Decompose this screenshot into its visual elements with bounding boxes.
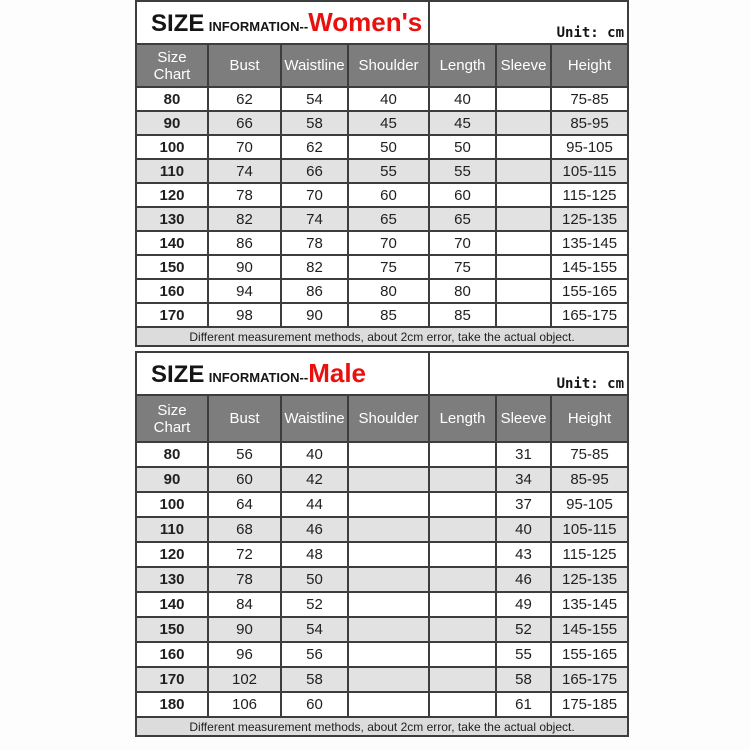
size-cell: 160 [136, 642, 208, 667]
sleeve-cell: 61 [496, 692, 551, 717]
sleeve-cell [496, 87, 551, 111]
height-cell: 95-105 [551, 492, 628, 517]
length-cell: 70 [429, 231, 496, 255]
table-row [136, 517, 628, 542]
waistline-cell: 54 [281, 617, 348, 642]
unit-label: Unit: cm [429, 352, 628, 395]
height-cell: 145-155 [551, 255, 628, 279]
height-cell: 175-185 [551, 692, 628, 717]
sleeve-cell [496, 135, 551, 159]
sleeve-cell: 58 [496, 667, 551, 692]
size-cell: 160 [136, 279, 208, 303]
shoulder-cell [348, 442, 429, 467]
womens-header-row [136, 44, 628, 87]
sleeve-cell: 37 [496, 492, 551, 517]
bust-cell: 82 [208, 207, 281, 231]
sleeve-cell: 55 [496, 642, 551, 667]
shoulder-cell [348, 567, 429, 592]
shoulder-cell [348, 492, 429, 517]
size-cell: 140 [136, 592, 208, 617]
measurement-note: Different measurement methods, about 2cm error, take the actual object. [136, 717, 628, 736]
womens-size-table [135, 0, 629, 347]
bust-cell: 66 [208, 111, 281, 135]
height-cell: 105-115 [551, 159, 628, 183]
size-cell: 150 [136, 255, 208, 279]
table-row [136, 567, 628, 592]
shoulder-cell: 45 [348, 111, 429, 135]
size-cell: 120 [136, 183, 208, 207]
sleeve-cell [496, 279, 551, 303]
table-row [136, 87, 628, 111]
length-cell [429, 542, 496, 567]
waistline-cell: 60 [281, 692, 348, 717]
bust-cell: 106 [208, 692, 281, 717]
shoulder-cell [348, 542, 429, 567]
table-row [136, 467, 628, 492]
table-row [136, 667, 628, 692]
table-row [136, 279, 628, 303]
header-length: Length [429, 395, 496, 442]
size-cell: 80 [136, 442, 208, 467]
shoulder-cell [348, 642, 429, 667]
length-cell [429, 467, 496, 492]
height-cell: 105-115 [551, 517, 628, 542]
male-note-row [136, 717, 628, 736]
shoulder-cell [348, 667, 429, 692]
size-cell: 170 [136, 303, 208, 327]
header-waistline: Waistline [281, 395, 348, 442]
height-cell: 125-135 [551, 567, 628, 592]
bust-cell: 98 [208, 303, 281, 327]
table-row [136, 642, 628, 667]
title-size-label: SIZE [151, 10, 205, 37]
header-bust: Bust [208, 395, 281, 442]
table-row [136, 255, 628, 279]
length-cell: 60 [429, 183, 496, 207]
shoulder-cell: 40 [348, 87, 429, 111]
header-waistline: Waistline [281, 44, 348, 87]
height-cell: 145-155 [551, 617, 628, 642]
shoulder-cell: 60 [348, 183, 429, 207]
waistline-cell: 66 [281, 159, 348, 183]
header-height: Height [551, 44, 628, 87]
bust-cell: 90 [208, 617, 281, 642]
sleeve-cell: 52 [496, 617, 551, 642]
waistline-cell: 46 [281, 517, 348, 542]
size-cell: 130 [136, 207, 208, 231]
header-length: Length [429, 44, 496, 87]
size-cell: 170 [136, 667, 208, 692]
length-cell [429, 617, 496, 642]
size-cell: 80 [136, 87, 208, 111]
bust-cell: 56 [208, 442, 281, 467]
length-cell [429, 642, 496, 667]
male-title-row [136, 352, 628, 395]
waistline-cell: 52 [281, 592, 348, 617]
bust-cell: 84 [208, 592, 281, 617]
shoulder-cell [348, 692, 429, 717]
shoulder-cell [348, 592, 429, 617]
height-cell: 135-145 [551, 231, 628, 255]
sleeve-cell [496, 159, 551, 183]
height-cell: 75-85 [551, 442, 628, 467]
sleeve-cell [496, 231, 551, 255]
height-cell: 125-135 [551, 207, 628, 231]
sleeve-cell: 40 [496, 517, 551, 542]
waistline-cell: 58 [281, 111, 348, 135]
waistline-cell: 78 [281, 231, 348, 255]
size-cell: 150 [136, 617, 208, 642]
height-cell: 165-175 [551, 667, 628, 692]
waistline-cell: 82 [281, 255, 348, 279]
waistline-cell: 86 [281, 279, 348, 303]
shoulder-cell [348, 617, 429, 642]
length-cell: 55 [429, 159, 496, 183]
header-sleeve: Sleeve [496, 395, 551, 442]
male-header-row [136, 395, 628, 442]
size-cell: 120 [136, 542, 208, 567]
header-size-chart: Size Chart [136, 44, 208, 87]
womens-note-row [136, 327, 628, 346]
header-bust: Bust [208, 44, 281, 87]
bust-cell: 90 [208, 255, 281, 279]
waistline-cell: 90 [281, 303, 348, 327]
waistline-cell: 74 [281, 207, 348, 231]
bust-cell: 74 [208, 159, 281, 183]
size-cell: 110 [136, 517, 208, 542]
waistline-cell: 40 [281, 442, 348, 467]
shoulder-cell: 50 [348, 135, 429, 159]
size-cell: 100 [136, 492, 208, 517]
length-cell: 80 [429, 279, 496, 303]
length-cell [429, 442, 496, 467]
unit-label: Unit: cm [429, 1, 628, 44]
table-row [136, 592, 628, 617]
bust-cell: 62 [208, 87, 281, 111]
male-size-table [135, 351, 629, 737]
height-cell: 165-175 [551, 303, 628, 327]
size-cell: 90 [136, 111, 208, 135]
shoulder-cell: 70 [348, 231, 429, 255]
table-row [136, 492, 628, 517]
shoulder-cell: 55 [348, 159, 429, 183]
height-cell: 85-95 [551, 467, 628, 492]
length-cell: 45 [429, 111, 496, 135]
title-information-label: INFORMATION-- [208, 19, 309, 34]
sleeve-cell: 49 [496, 592, 551, 617]
header-shoulder: Shoulder [348, 395, 429, 442]
bust-cell: 60 [208, 467, 281, 492]
waistline-cell: 56 [281, 642, 348, 667]
table-row [136, 231, 628, 255]
length-cell [429, 667, 496, 692]
height-cell: 155-165 [551, 279, 628, 303]
table-row [136, 111, 628, 135]
length-cell: 40 [429, 87, 496, 111]
bust-cell: 102 [208, 667, 281, 692]
waistline-cell: 44 [281, 492, 348, 517]
waistline-cell: 48 [281, 542, 348, 567]
length-cell: 85 [429, 303, 496, 327]
shoulder-cell: 85 [348, 303, 429, 327]
table-row [136, 159, 628, 183]
table-row [136, 542, 628, 567]
header-height: Height [551, 395, 628, 442]
height-cell: 155-165 [551, 642, 628, 667]
table-row [136, 183, 628, 207]
length-cell: 50 [429, 135, 496, 159]
title-size-label: SIZE [151, 361, 205, 388]
waistline-cell: 50 [281, 567, 348, 592]
shoulder-cell [348, 517, 429, 542]
size-cell: 140 [136, 231, 208, 255]
height-cell: 115-125 [551, 183, 628, 207]
womens-table-title [136, 1, 429, 44]
sleeve-cell [496, 183, 551, 207]
bust-cell: 78 [208, 567, 281, 592]
size-cell: 90 [136, 467, 208, 492]
size-cell: 100 [136, 135, 208, 159]
waistline-cell: 70 [281, 183, 348, 207]
size-cell: 130 [136, 567, 208, 592]
header-sleeve: Sleeve [496, 44, 551, 87]
title-information-label: INFORMATION-- [208, 370, 309, 385]
height-cell: 115-125 [551, 542, 628, 567]
title-gender-label: Women's [308, 7, 423, 37]
bust-cell: 94 [208, 279, 281, 303]
shoulder-cell: 65 [348, 207, 429, 231]
height-cell: 95-105 [551, 135, 628, 159]
bust-cell: 86 [208, 231, 281, 255]
length-cell: 65 [429, 207, 496, 231]
table-row [136, 692, 628, 717]
shoulder-cell [348, 467, 429, 492]
bust-cell: 72 [208, 542, 281, 567]
length-cell [429, 517, 496, 542]
table-row [136, 617, 628, 642]
bust-cell: 64 [208, 492, 281, 517]
table-row [136, 135, 628, 159]
height-cell: 75-85 [551, 87, 628, 111]
length-cell [429, 492, 496, 517]
table-row [136, 303, 628, 327]
length-cell [429, 592, 496, 617]
title-gender-label: Male [308, 358, 367, 388]
length-cell [429, 692, 496, 717]
sleeve-cell: 46 [496, 567, 551, 592]
waistline-cell: 42 [281, 467, 348, 492]
male-table-title [136, 352, 429, 395]
waistline-cell: 62 [281, 135, 348, 159]
header-shoulder: Shoulder [348, 44, 429, 87]
bust-cell: 70 [208, 135, 281, 159]
sleeve-cell [496, 303, 551, 327]
waistline-cell: 58 [281, 667, 348, 692]
height-cell: 135-145 [551, 592, 628, 617]
sleeve-cell: 34 [496, 467, 551, 492]
measurement-note: Different measurement methods, about 2cm error, take the actual object. [136, 327, 628, 346]
sleeve-cell [496, 255, 551, 279]
bust-cell: 78 [208, 183, 281, 207]
womens-title-row [136, 1, 628, 44]
height-cell: 85-95 [551, 111, 628, 135]
shoulder-cell: 75 [348, 255, 429, 279]
length-cell [429, 567, 496, 592]
sleeve-cell [496, 207, 551, 231]
sleeve-cell: 43 [496, 542, 551, 567]
bust-cell: 68 [208, 517, 281, 542]
sleeve-cell: 31 [496, 442, 551, 467]
size-cell: 180 [136, 692, 208, 717]
table-row [136, 207, 628, 231]
shoulder-cell: 80 [348, 279, 429, 303]
size-cell: 110 [136, 159, 208, 183]
waistline-cell: 54 [281, 87, 348, 111]
sleeve-cell [496, 111, 551, 135]
table-row [136, 442, 628, 467]
length-cell: 75 [429, 255, 496, 279]
bust-cell: 96 [208, 642, 281, 667]
tables-wrap [135, 0, 629, 737]
header-size-chart: Size Chart [136, 395, 208, 442]
